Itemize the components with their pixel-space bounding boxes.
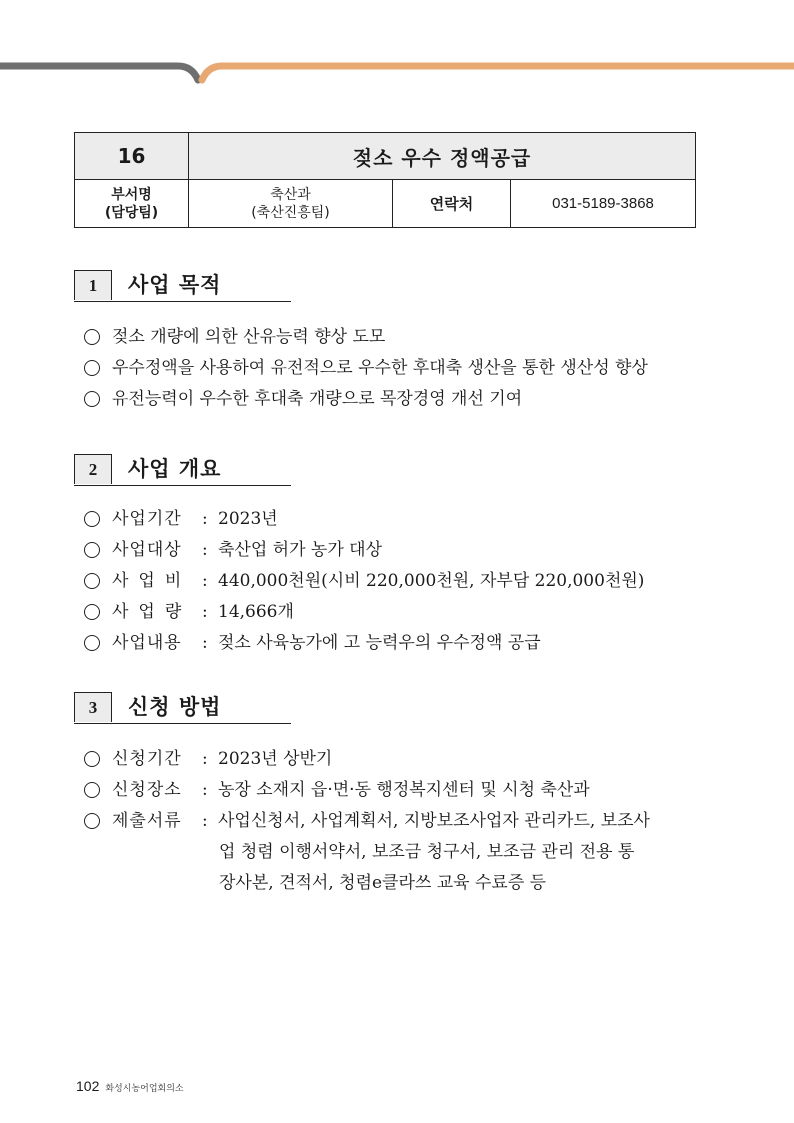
- header-decoration: [0, 0, 794, 90]
- list-item: [84, 384, 724, 415]
- contact-label: 연락처: [393, 180, 511, 228]
- item-value: 사업신청서, 사업계획서, 지방보조사업자 관리카드, 보조사: [218, 811, 650, 831]
- list-item: [84, 535, 724, 566]
- circle-bullet-icon: [84, 391, 100, 407]
- section-3-items: [84, 744, 724, 899]
- section-title: 신청 방법: [128, 695, 222, 719]
- section-3-heading: [74, 692, 291, 724]
- item-value: 2023년: [218, 509, 278, 529]
- page-number: 102: [76, 1078, 100, 1094]
- contact-value: 031-5189-3868: [511, 180, 696, 228]
- list-item: [84, 322, 724, 353]
- item-label: 신청장소: [112, 780, 182, 800]
- list-item: [84, 806, 724, 837]
- section-number: 2: [74, 454, 112, 484]
- colon: :: [202, 571, 208, 591]
- item-text: 우수정액을 사용하여 유전적으로 우수한 후대축 생산을 통한 생산성 향상: [112, 358, 648, 378]
- list-item-continuation: [84, 868, 724, 899]
- circle-bullet-icon: [84, 542, 100, 558]
- section-1-heading: [74, 270, 291, 302]
- program-title: 젖소 우수 정액공급: [189, 133, 696, 180]
- dept-label: [75, 180, 189, 228]
- item-value: 440,000천원(시비 220,000천원, 자부담 220,000천원): [218, 571, 645, 591]
- item-label: 사업비: [112, 571, 192, 591]
- dept-value-line1: 축산과: [270, 186, 311, 203]
- colon: :: [202, 602, 208, 622]
- list-item-continuation: [84, 837, 724, 868]
- colon: :: [202, 540, 208, 560]
- item-label: 사업기간: [112, 509, 182, 529]
- item-label: 사업량: [112, 602, 192, 622]
- item-value-continued: 업 청렴 이행서약서, 보조금 청구서, 보조금 관리 전용 통: [219, 842, 635, 862]
- item-value: 14,666개: [218, 602, 294, 622]
- list-item: [84, 504, 724, 535]
- dept-label-line1: 부서명: [111, 186, 152, 203]
- section-2-heading: [74, 454, 291, 486]
- list-item: [84, 597, 724, 628]
- item-text: 유전능력이 우수한 후대축 개량으로 목장경영 개선 기여: [112, 389, 523, 409]
- item-value: 2023년 상반기: [218, 749, 333, 769]
- program-number: 16: [75, 133, 189, 180]
- circle-bullet-icon: [84, 751, 100, 767]
- colon: :: [202, 749, 208, 769]
- colon: :: [202, 633, 208, 653]
- orange-bar: [202, 66, 794, 80]
- dept-value-line2: (축산진흥팀): [251, 204, 330, 221]
- program-header-table: [74, 132, 696, 228]
- dept-label-line2: (담당팀): [104, 204, 159, 221]
- circle-bullet-icon: [84, 635, 100, 651]
- item-value: 축산업 허가 농가 대상: [218, 540, 383, 560]
- circle-bullet-icon: [84, 604, 100, 620]
- item-label: 신청기간: [112, 749, 182, 769]
- section-title: 사업 목적: [128, 273, 222, 297]
- item-text: 젖소 개량에 의한 산유능력 향상 도모: [112, 327, 386, 347]
- circle-bullet-icon: [84, 573, 100, 589]
- item-value: 젖소 사육농가에 고 능력우의 우수정액 공급: [218, 633, 541, 653]
- circle-bullet-icon: [84, 329, 100, 345]
- list-item: [84, 744, 724, 775]
- list-item: [84, 775, 724, 806]
- footer-organization: 화성시농어업회의소: [105, 1084, 184, 1094]
- colon: :: [202, 811, 208, 831]
- list-item: [84, 628, 724, 659]
- section-2-items: [84, 504, 724, 659]
- list-item: [84, 566, 724, 597]
- colon: :: [202, 780, 208, 800]
- section-title: 사업 개요: [128, 457, 222, 481]
- page-footer: [76, 1076, 184, 1095]
- circle-bullet-icon: [84, 813, 100, 829]
- circle-bullet-icon: [84, 782, 100, 798]
- section-number: 3: [74, 692, 112, 722]
- item-value-continued: 장사본, 견적서, 청렴e클라쓰 교육 수료증 등: [219, 873, 547, 893]
- gray-bar: [0, 66, 198, 80]
- item-label: 제출서류: [112, 811, 182, 831]
- circle-bullet-icon: [84, 511, 100, 527]
- list-item: [84, 353, 724, 384]
- circle-bullet-icon: [84, 360, 100, 376]
- item-value: 농장 소재지 읍·면·동 행정복지센터 및 시청 축산과: [218, 780, 590, 800]
- dept-value: [189, 180, 393, 228]
- item-label: 사업대상: [112, 540, 182, 560]
- section-1-items: [84, 322, 724, 415]
- colon: :: [202, 509, 208, 529]
- section-number: 1: [74, 270, 112, 300]
- item-label: 사업내용: [112, 633, 182, 653]
